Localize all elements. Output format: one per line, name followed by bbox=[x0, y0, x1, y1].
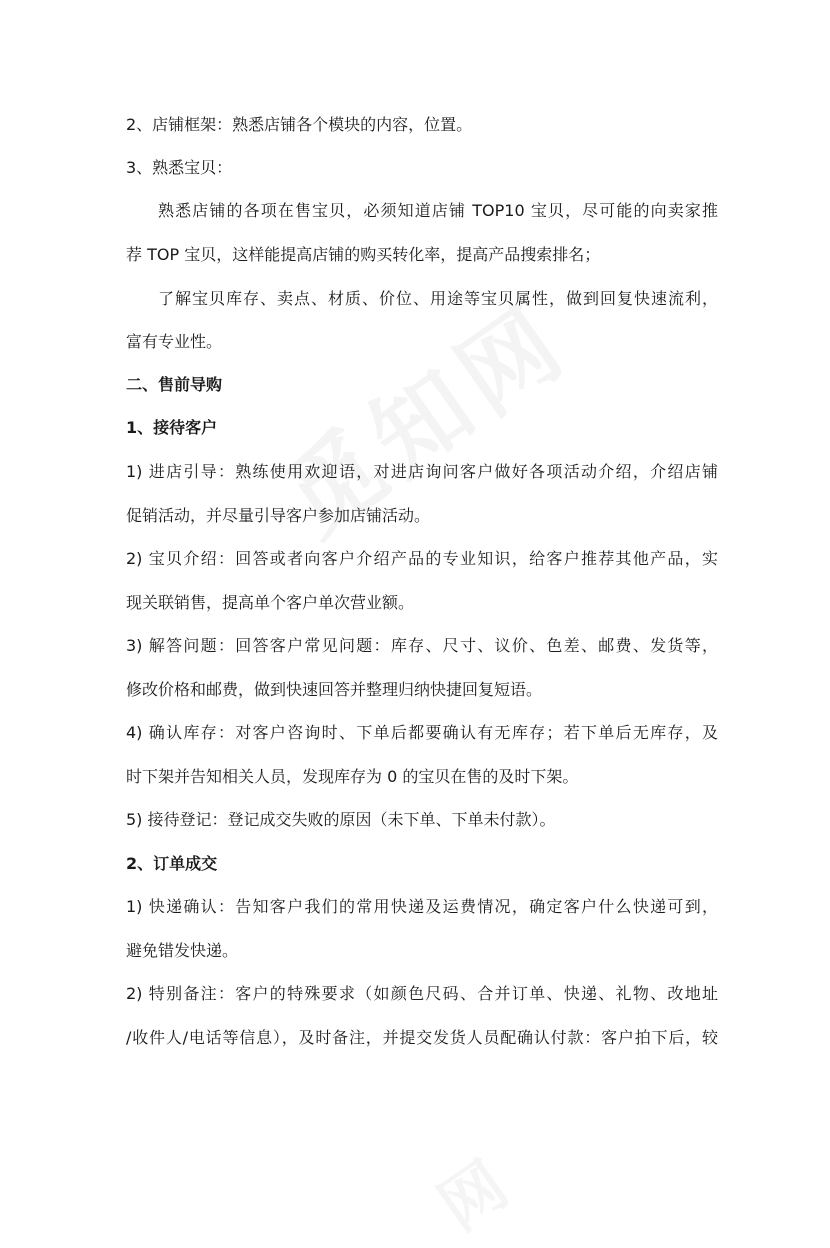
paragraph-know-products-heading: 3、熟悉宝贝： bbox=[126, 158, 233, 177]
subheading-order-deal: 2、订单成交 bbox=[126, 854, 218, 873]
item-special-notes-line2: /收件人/电话等信息），及时备注，并提交发货人员配确认付款：客户拍下后，较 bbox=[126, 1028, 718, 1047]
item-product-intro-line1: 2) 宝贝介绍：回答或者向客户介绍产品的专业知识，给客户推荐其他产品，实 bbox=[126, 549, 718, 568]
item-store-guidance-line2: 促销活动，并尽量引导客户参加店铺活动。 bbox=[126, 506, 431, 525]
item-answer-questions-line1: 3) 解答问题：回答客户常见问题：库存、尺寸、议价、色差、邮费、发货等， bbox=[126, 636, 718, 655]
paragraph-know-products-line2: 荐 TOP 宝贝，这样能提高店铺的购买转化率，提高产品搜索排名； bbox=[126, 245, 601, 264]
item-answer-questions-line2: 修改价格和邮费，做到快速回答并整理归纳快捷回复短语。 bbox=[126, 680, 543, 699]
item-courier-confirm-line2: 避免错发快递。 bbox=[126, 941, 239, 960]
item-courier-confirm-line1: 1) 快递确认：告知客户我们的常用快递及运费情况，确定客户什么快递可到， bbox=[126, 897, 718, 916]
paragraph-product-attributes-line2: 富有专业性。 bbox=[126, 332, 223, 351]
item-product-intro-line2: 现关联销售，提高单个客户单次营业额。 bbox=[126, 593, 415, 612]
paragraph-product-attributes-line1: 了解宝贝库存、卖点、材质、价位、用途等宝贝属性，做到回复快速流利， bbox=[158, 289, 718, 308]
paragraph-know-products-line1: 熟悉店铺的各项在售宝贝，必须知道店铺 TOP10 宝贝，尽可能的向卖家推 bbox=[158, 201, 718, 220]
watermark-bottom bbox=[418, 1024, 683, 1247]
section-heading-presales: 二、售前导购 bbox=[126, 375, 223, 394]
item-confirm-stock-line1: 4) 确认库存：对客户咨询时、下单后都要确认有无库存；若下单后无库存，及 bbox=[126, 723, 718, 742]
item-special-notes-line1: 2) 特别备注：客户的特殊要求（如颜色尺码、合并订单、快递、礼物、改地址 bbox=[126, 984, 718, 1003]
item-confirm-stock-line2: 时下架并告知相关人员，发现库存为 0 的宝贝在售的及时下架。 bbox=[126, 767, 579, 786]
item-reception-log: 5) 接待登记：登记成交失败的原因（未下单、下单未付款）。 bbox=[126, 810, 556, 829]
subheading-receive-customers: 1、接待客户 bbox=[126, 418, 218, 437]
item-store-guidance-line1: 1) 进店引导：熟练使用欢迎语，对进店询问客户做好各项活动介绍，介绍店铺 bbox=[126, 462, 718, 481]
paragraph-store-framework: 2、店铺框架：熟悉店铺各个模块的内容，位置。 bbox=[126, 115, 473, 134]
